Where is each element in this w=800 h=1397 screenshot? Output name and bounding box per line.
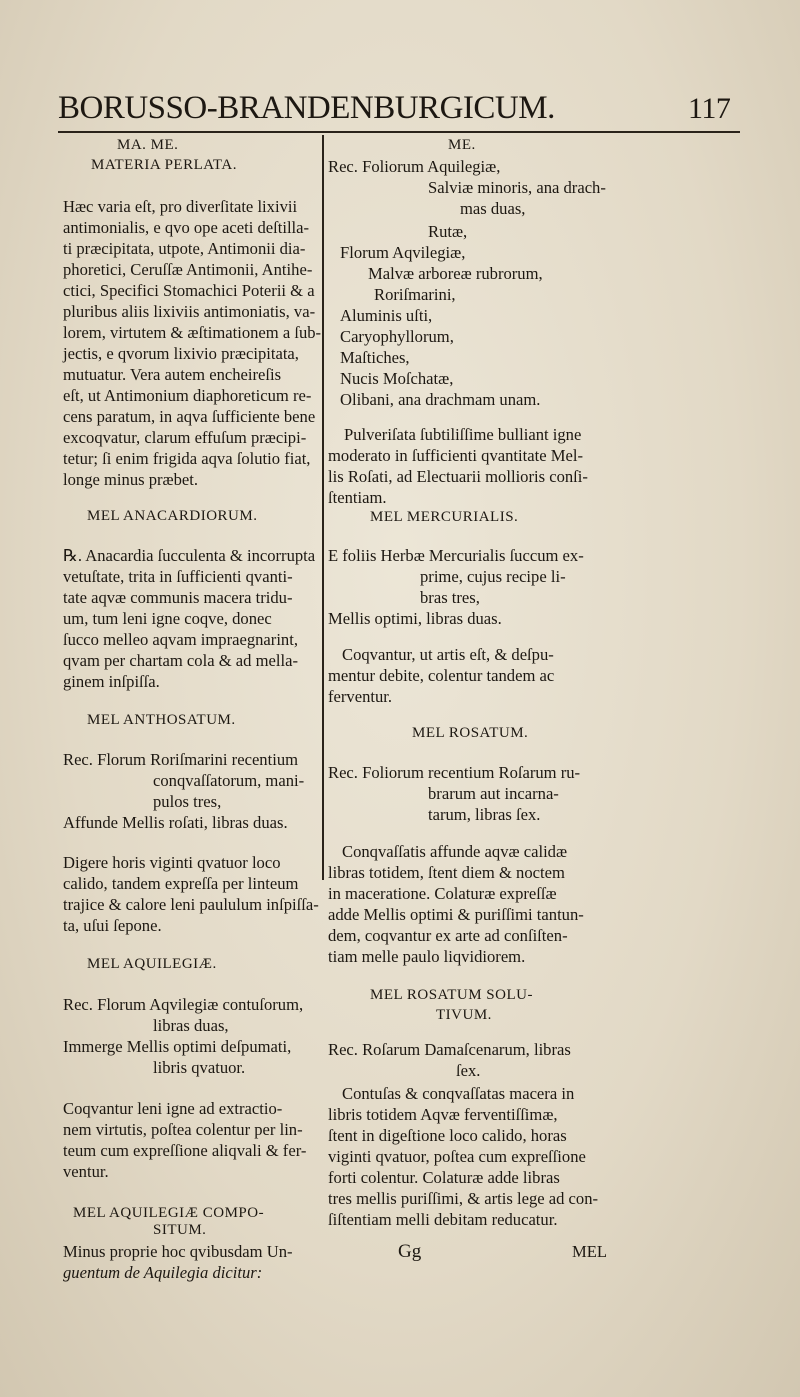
text-line: trajice & calore leni paululum inſpiſſa-	[63, 895, 319, 914]
text-line: Caryophyllorum,	[340, 327, 454, 346]
text-line: ſucco melleo aqvam impraegnarint,	[63, 630, 298, 649]
text-line: ctici, Specifici Stomachici Poterii & a	[63, 281, 315, 300]
signature-mark: Gg	[398, 1241, 422, 1262]
text-line: mas duas,	[460, 199, 526, 218]
text-line: Rec. Florum Aqvilegiæ contuſorum,	[63, 995, 304, 1014]
text-line: forti colentur. Colaturæ adde libras	[328, 1168, 560, 1187]
text-line: libras duas,	[153, 1016, 229, 1035]
text-line: in maceratione. Colaturæ expreſſæ	[328, 884, 557, 903]
running-header	[58, 90, 758, 127]
text-line: mutuatur. Vera autem encheireſis	[63, 365, 282, 384]
text-line: E foliis Herbæ Mercurialis ſuccum ex-	[328, 546, 584, 565]
page-number: 117	[688, 92, 731, 125]
text-line: Coqvantur leni igne ad extractio-	[63, 1099, 283, 1118]
text-line: Rec. Foliorum recentium Roſarum ru-	[328, 763, 581, 782]
section-heading-mel-rosatum-solutivum: MEL ROSATUM SOLU-	[370, 987, 533, 1003]
section-marker: ME.	[448, 137, 476, 153]
section-marker: MA. ME.	[117, 137, 179, 153]
text-line: tres mellis puriſſimi, & artis lege ad con-	[328, 1189, 599, 1208]
text-line: lis Roſati, ad Electuarii mollioris conſi-	[328, 467, 588, 486]
text-line: ta, uſui ſepone.	[63, 916, 162, 935]
text-line: bras tres,	[420, 588, 480, 607]
text-line: moderato in ſufficienti qvantitate Mel-	[328, 446, 583, 465]
text-line: prime, cujus recipe li-	[420, 567, 566, 586]
text-line: Rutæ,	[428, 222, 468, 241]
text-line: Aluminis uſti,	[340, 306, 433, 325]
text-line: phoretici, Ceruſſæ Antimonii, Antihe-	[63, 260, 313, 279]
text-line: Malvæ arboreæ rubrorum,	[368, 264, 543, 283]
text-line: eſt, ut Antimonium diaphoreticum re-	[63, 386, 312, 405]
text-line: nem virtutis, poſtea colentur per lin-	[63, 1120, 303, 1139]
section-heading-continued: TIVUM.	[436, 1007, 492, 1023]
text-line: brarum aut incarna-	[428, 784, 559, 803]
text-line: Affunde Mellis roſati, libras duas.	[63, 813, 288, 832]
section-heading-mel-aquilegiae-compositum: MEL AQUILEGIÆ COMPO-	[73, 1205, 265, 1221]
text-line: um, tum leni igne coqve, donec	[63, 609, 272, 628]
text-line: Roriſmarini,	[374, 285, 456, 304]
text-line: Salviæ minoris, ana drach-	[428, 178, 606, 197]
text-line: Hæc varia eſt, pro diverſitate lixivii	[63, 197, 298, 216]
text-line: Contuſas & conqvaſſatas macera in	[342, 1084, 575, 1103]
text-line: vetuſtate, trita in ſufficienti qvanti-	[63, 567, 293, 586]
text-line: ſex.	[456, 1061, 481, 1080]
text-line: Pulveriſata ſubtiliſſime bulliant igne	[344, 425, 582, 444]
text-line: Florum Aqvilegiæ,	[340, 243, 466, 262]
text-line: Coqvantur, ut artis eſt, & deſpu-	[342, 645, 554, 664]
text-line: libris qvatuor.	[153, 1058, 246, 1077]
text-line: calido, tandem expreſſa per linteum	[63, 874, 299, 893]
text-line: tiam melle paulo liqvidiorem.	[328, 947, 526, 966]
text-line: ſiſtentiam melli debitam reducatur.	[328, 1210, 558, 1229]
text-line: tate aqvæ communis macera tridu-	[63, 588, 293, 607]
text-line: Mellis optimi, libras duas.	[328, 609, 502, 628]
text-line: cens paratum, in aqva ſufficiente bene	[63, 407, 316, 426]
section-heading-continued: SITUM.	[153, 1222, 207, 1238]
text-line: Minus proprie hoc qvibusdam Un-	[63, 1242, 293, 1261]
section-heading-materia-perlata: MATERIA PERLATA.	[91, 157, 237, 173]
text-line: ferventur.	[328, 687, 393, 706]
text-line: libras totidem, ſtent diem & noctem	[328, 863, 565, 882]
header-rule	[58, 131, 740, 133]
text-line: ginem inſpiſſa.	[63, 672, 160, 691]
text-line: Rec. Foliorum Aquilegiæ,	[328, 157, 501, 176]
text-line: Digere horis viginti qvatuor loco	[63, 853, 281, 872]
catchword: MEL	[572, 1242, 608, 1261]
text-line: conqvaſſatorum, mani-	[153, 771, 305, 790]
text-line: longe minus præbet.	[63, 470, 199, 489]
text-line: Rec. Florum Roriſmarini recentium	[63, 750, 299, 769]
text-line: ſtent in digeſtione loco calido, horas	[328, 1126, 567, 1145]
text-line: Nucis Moſchatæ,	[340, 369, 454, 388]
section-heading-mel-anthosatum: MEL ANTHOSATUM.	[87, 712, 236, 728]
text-line: libris totidem Aqvæ ferventiſſimæ,	[328, 1105, 558, 1124]
text-line: tarum, libras ſex.	[428, 805, 541, 824]
text-line: jectis, e qvorum lixivio præcipitata,	[63, 344, 299, 363]
section-heading-mel-aquilegiae: MEL AQUILEGIÆ.	[87, 956, 217, 972]
text-line: ti præcipitata, utpote, Antimonii dia-	[63, 239, 306, 258]
text-line: Olibani, ana drachmam unam.	[340, 390, 541, 409]
section-heading-mel-anacardiorum: MEL ANACARDIORUM.	[87, 508, 258, 524]
section-heading-mel-mercurialis: MEL MERCURIALIS.	[370, 509, 519, 525]
text-line: adde Mellis optimi & puriſſimi tantun-	[328, 905, 584, 924]
text-line: Immerge Mellis optimi deſpumati,	[63, 1037, 292, 1056]
text-line: mentur debite, colentur tandem ac	[328, 666, 555, 685]
text-line: Rec. Roſarum Damaſcenarum, libras	[328, 1040, 571, 1059]
text-line: ſtentiam.	[328, 488, 387, 507]
text-line: pulos tres,	[153, 792, 222, 811]
text-line: qvam per chartam cola & ad mella-	[63, 651, 298, 670]
text-line: antimonialis, e qvo ope aceti deſtilla-	[63, 218, 310, 237]
text-line: Conqvaſſatis affunde aqvæ calidæ	[342, 842, 568, 861]
text-line: viginti qvatuor, poſtea cum expreſſione	[328, 1147, 586, 1166]
running-title: BORUSSO-BRANDENBURGICUM.	[58, 90, 555, 126]
text-line: ℞. Anacardia ſucculenta & incorrupta	[63, 546, 316, 565]
text-line: ventur.	[63, 1162, 109, 1181]
text-line: excoqvatur, clarum effuſum præcipi-	[63, 428, 307, 447]
text-line: tetur; ſi enim frigida aqva ſolutio fiat,	[63, 449, 311, 468]
column-divider	[322, 135, 324, 880]
section-heading-mel-rosatum: MEL ROSATUM.	[412, 725, 529, 741]
text-line: teum cum expreſſione aliqvali & fer-	[63, 1141, 307, 1160]
text-line: pluribus aliis lixiviis antimoniatis, va-	[63, 302, 316, 321]
text-line: dem, coqvantur ex arte ad conſiſten-	[328, 926, 568, 945]
text-line: lorem, virtutem & æſtimationem a ſub-	[63, 323, 322, 342]
text-line: guentum de Aquilegia dicitur:	[63, 1263, 263, 1282]
text-line: Maſtiches,	[340, 348, 410, 367]
